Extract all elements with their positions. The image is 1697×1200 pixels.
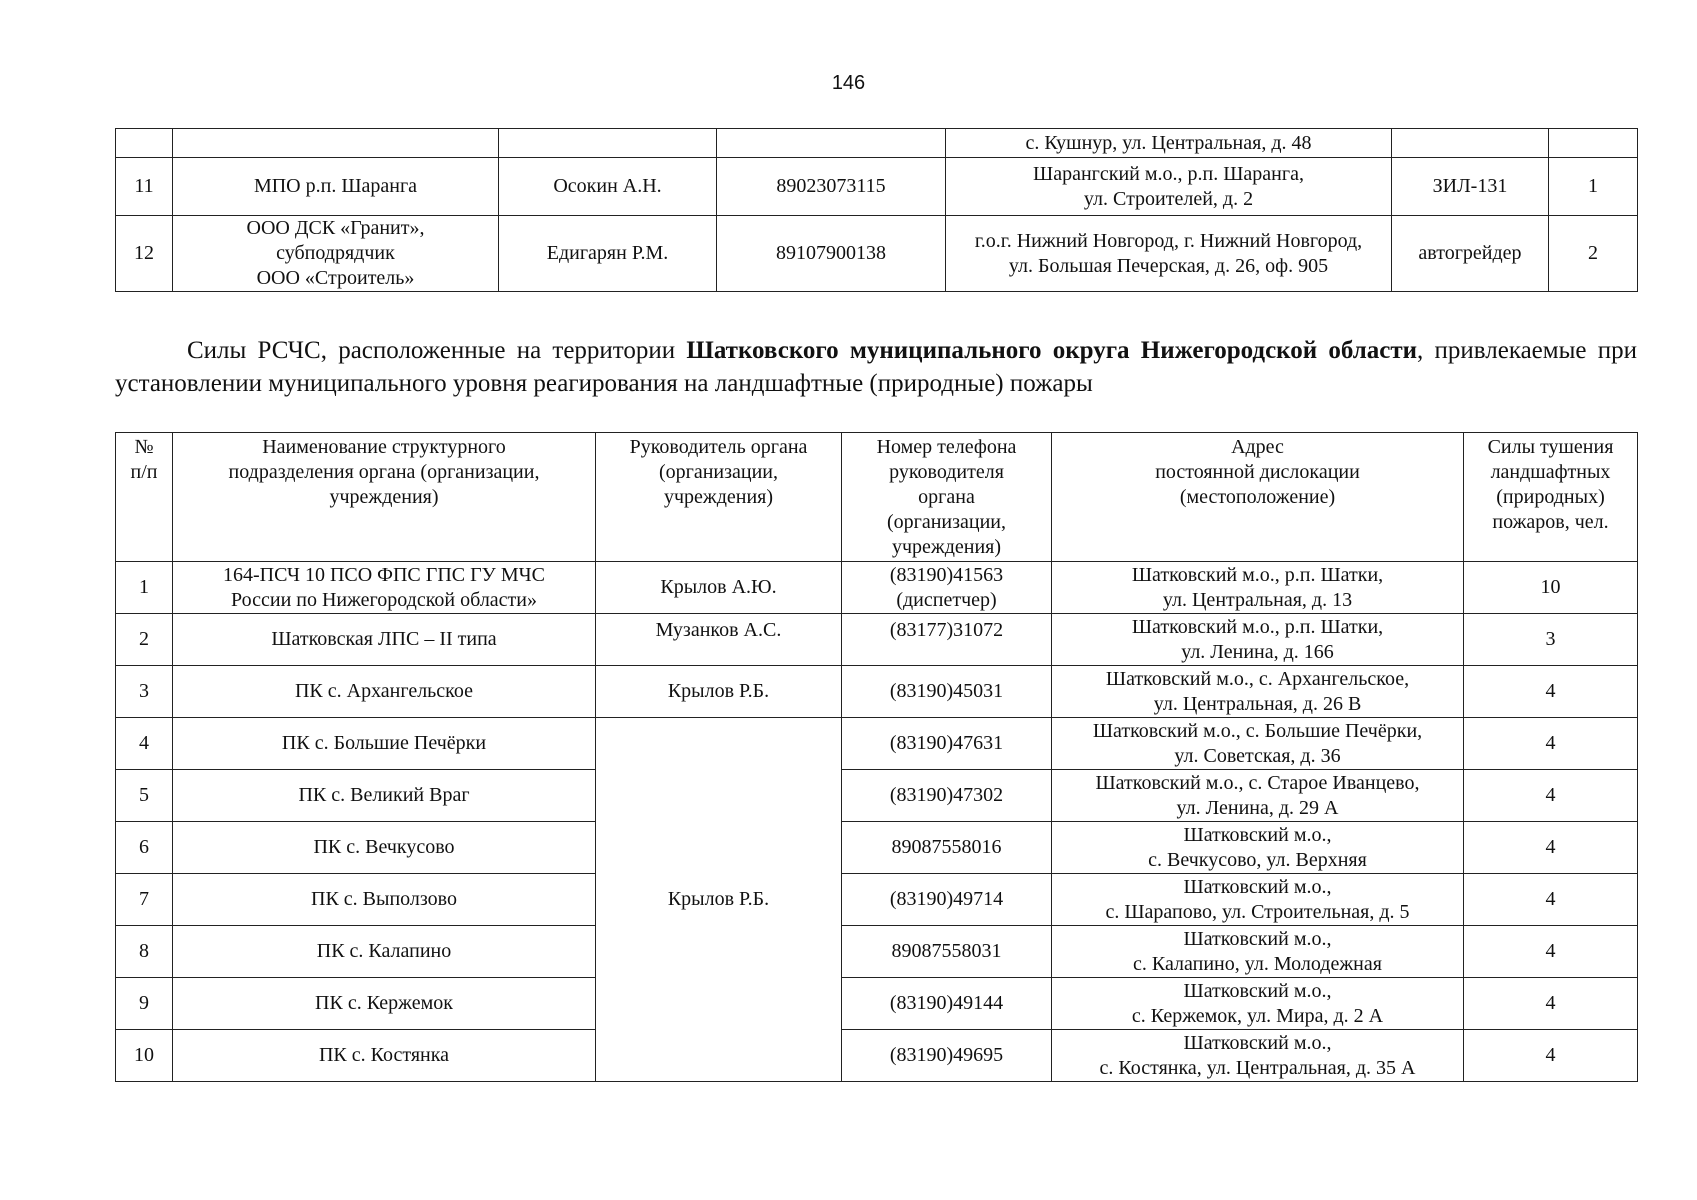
row-number: 8 — [116, 926, 173, 978]
text-line: Шатковский м.о., — [1183, 1031, 1332, 1054]
header-org — [173, 433, 596, 562]
text-line: Шатковский м.о., р.п. Шатки, — [1131, 615, 1384, 638]
text-line: (диспетчер) — [896, 588, 997, 611]
text-line: 164-ПСЧ 10 ПСО ФПС ГПС ГУ МЧС — [223, 563, 545, 586]
text-line: учреждения) — [891, 536, 1002, 558]
continued-table — [115, 128, 1638, 292]
fire-forces-count: 4 — [1464, 1030, 1638, 1082]
text-line: Номер телефона — [876, 436, 1017, 458]
text-line: ул. Советская, д. 36 — [1174, 744, 1341, 767]
row-number: 3 — [116, 666, 173, 718]
text-line: субподрядчик — [276, 242, 395, 264]
text-line: Шарангский м.о., р.п. Шаранга, — [1033, 162, 1304, 185]
table-row — [116, 216, 1638, 292]
phone-number — [842, 770, 1052, 822]
table-row — [116, 874, 1638, 926]
phone-number — [842, 718, 1052, 770]
table-row — [116, 978, 1638, 1030]
address — [1052, 822, 1464, 874]
table-row — [116, 926, 1638, 978]
phone-number — [717, 129, 946, 158]
row-number — [116, 129, 173, 158]
row-number: 12 — [116, 216, 173, 292]
org-name — [173, 978, 596, 1030]
text-line: Руководитель органа — [629, 436, 808, 458]
org-name — [173, 216, 499, 292]
phone-number — [842, 614, 1052, 666]
table-row — [116, 666, 1638, 718]
text-line: (83177)31072 — [889, 619, 1004, 641]
intro-text-bold: Шатковского муниципального округа Нижегородской области — [686, 337, 1418, 364]
text-line: МПО р.п. Шаранга — [253, 175, 418, 197]
head-name: Крылов А.Ю. — [596, 562, 842, 614]
text-line: ПК с. Великий Враг — [298, 784, 470, 806]
row-number: 6 — [116, 822, 173, 874]
text-line: Шатковский м.о., с. Архангельское, — [1105, 667, 1410, 690]
text-line: с. Шарапово, ул. Строительная, д. 5 — [1105, 900, 1410, 923]
table-row — [116, 1030, 1638, 1082]
text-line: ул. Большая Печерская, д. 26, оф. 905 — [1008, 254, 1329, 277]
text-line: Шатковский м.о., с. Старое Иванцево, — [1095, 771, 1420, 794]
head-name: Крылов Р.Б. — [596, 666, 842, 718]
address — [946, 129, 1392, 158]
text-line: ПК с. Выползово — [311, 888, 457, 910]
fire-forces-count: 10 — [1464, 562, 1638, 614]
org-name — [173, 614, 596, 666]
text-line: с. Кержемок, ул. Мира, д. 2 А — [1131, 1004, 1384, 1027]
text-line: ул. Центральная, д. 13 — [1162, 588, 1353, 611]
text-line: Наименование структурного — [262, 436, 506, 458]
table-row — [116, 158, 1638, 216]
header-forces — [1464, 433, 1638, 562]
text-line: Силы тушения — [1487, 436, 1614, 458]
org-name — [173, 718, 596, 770]
address — [1052, 926, 1464, 978]
text-line: (83190)45031 — [889, 680, 1004, 702]
fire-forces-count: 3 — [1464, 614, 1638, 666]
text-line: ул. Ленина, д. 29 А — [1176, 796, 1339, 819]
text-line: Шатковский м.о., — [1183, 927, 1332, 950]
text-line: 89087558016 — [891, 836, 1002, 858]
text-line: Адрес — [1231, 436, 1284, 458]
row-number: 7 — [116, 874, 173, 926]
row-number: 1 — [116, 562, 173, 614]
address — [1052, 874, 1464, 926]
row-number: 5 — [116, 770, 173, 822]
text-line: органа — [918, 486, 975, 508]
text-line: ПК с. Большие Печёрки — [281, 732, 487, 754]
phone-number — [842, 926, 1052, 978]
fire-forces-count: 4 — [1464, 874, 1638, 926]
text-line: России по Нижегородской области» — [230, 588, 537, 611]
text-line: ПК с. Архангельское — [294, 680, 474, 702]
text-line: (организации, — [658, 461, 779, 483]
text-line: ПК с. Кержемок — [315, 992, 453, 1014]
org-name — [173, 158, 499, 216]
address — [1052, 770, 1464, 822]
table-row — [116, 770, 1638, 822]
text-line: (83190)49714 — [889, 888, 1004, 910]
org-name — [173, 874, 596, 926]
text-line: (83190)47631 — [889, 732, 1004, 754]
table-row — [116, 562, 1638, 614]
text-line: Шатковская ЛПС – II типа — [271, 628, 497, 650]
address — [946, 158, 1392, 216]
text-line: с. Кушнур, ул. Центральная, д. 48 — [1025, 131, 1312, 154]
text-line: ул. Строителей, д. 2 — [1083, 187, 1254, 210]
count — [1549, 129, 1638, 158]
row-number: 4 — [116, 718, 173, 770]
text-line: Шатковский м.о., — [1183, 875, 1332, 898]
page-number: 146 — [831, 72, 866, 94]
phone-number: 89107900138 — [717, 216, 946, 292]
org-name — [173, 129, 499, 158]
equipment: ЗИЛ-131 — [1392, 158, 1549, 216]
text-line: Шатковский м.о., р.п. Шатки, — [1131, 563, 1384, 586]
forces-table-header-row — [116, 433, 1638, 562]
org-name — [173, 1030, 596, 1082]
text-line: постоянной дислокации — [1155, 461, 1360, 483]
row-number: 9 — [116, 978, 173, 1030]
phone-number — [842, 562, 1052, 614]
text-line: ООО «Строитель» — [256, 267, 415, 289]
fire-forces-count: 4 — [1464, 822, 1638, 874]
text-line: (организации, — [886, 511, 1007, 533]
head-name: Осокин А.Н. — [499, 158, 717, 216]
text-line: руководителя — [889, 461, 1004, 483]
table-row — [116, 614, 1638, 666]
count: 2 — [1549, 216, 1638, 292]
org-name — [173, 926, 596, 978]
row-number: 10 — [116, 1030, 173, 1082]
fire-forces-count: 4 — [1464, 926, 1638, 978]
fire-forces-count: 4 — [1464, 770, 1638, 822]
forces-table — [115, 432, 1638, 1082]
head-name — [499, 129, 717, 158]
text-line: пожаров, чел. — [1492, 511, 1609, 533]
phone-number — [842, 978, 1052, 1030]
text-line: (местоположение) — [1179, 486, 1336, 508]
text-line: (83190)49144 — [889, 992, 1004, 1014]
text-line: с. Костянка, ул. Центральная, д. 35 А — [1099, 1056, 1416, 1079]
phone-number — [842, 666, 1052, 718]
text-line: с. Вечкусово, ул. Верхняя — [1148, 848, 1367, 871]
equipment — [1392, 129, 1549, 158]
address — [1052, 562, 1464, 614]
header-address — [1052, 433, 1464, 562]
row-number: 2 — [116, 614, 173, 666]
row-number: 11 — [116, 158, 173, 216]
org-name — [173, 562, 596, 614]
head-name: Музанков А.С. — [596, 614, 842, 666]
text-line: Шатковский м.о., с. Большие Печёрки, — [1092, 719, 1423, 742]
continued-table-body — [116, 129, 1638, 292]
text-line: учреждения) — [329, 486, 439, 508]
text-line: ПК с. Костянка — [318, 1044, 450, 1066]
table-row — [116, 718, 1638, 770]
org-name — [173, 822, 596, 874]
org-name — [173, 770, 596, 822]
text-line: п/п — [130, 461, 158, 483]
table-row — [116, 822, 1638, 874]
address — [1052, 614, 1464, 666]
intro-text-start: Силы РСЧС, расположенные на территории — [187, 337, 687, 364]
text-line: (83190)47302 — [889, 784, 1004, 806]
head-name: Крылов Р.Б. — [596, 718, 842, 1082]
fire-forces-count: 4 — [1464, 978, 1638, 1030]
table-row — [116, 129, 1638, 158]
text-line: ПК с. Вечкусово — [313, 836, 455, 858]
text-line: подразделения органа (организации, — [228, 461, 540, 483]
address — [1052, 1030, 1464, 1082]
text-line: (83190)49695 — [889, 1044, 1004, 1066]
fire-forces-count: 4 — [1464, 718, 1638, 770]
text-line: ПК с. Калапино — [316, 940, 452, 962]
text-line: (83190)41563 — [889, 563, 1004, 586]
phone-number — [842, 874, 1052, 926]
count: 1 — [1549, 158, 1638, 216]
section-intro-paragraph — [115, 334, 1637, 400]
phone-number — [842, 822, 1052, 874]
address — [946, 216, 1392, 292]
text-line: № — [134, 436, 154, 458]
text-line: Шатковский м.о., — [1183, 823, 1332, 846]
org-name — [173, 666, 596, 718]
head-name: Едигарян Р.М. — [499, 216, 717, 292]
text-line: г.о.г. Нижний Новгород, г. Нижний Новгород, — [974, 229, 1363, 252]
header-head — [596, 433, 842, 562]
address — [1052, 666, 1464, 718]
phone-number: 89023073115 — [717, 158, 946, 216]
address — [1052, 718, 1464, 770]
text-line: с. Калапино, ул. Молодежная — [1133, 952, 1382, 975]
address — [1052, 978, 1464, 1030]
intro-text-end: , привлекаемые при установлении муниципального уровня реагирования на ландшафтные (природные) пожары — [115, 337, 1637, 397]
phone-number — [842, 1030, 1052, 1082]
text-line: 89087558031 — [891, 940, 1002, 962]
header-num — [116, 433, 173, 562]
text-line: ландшафтных — [1490, 461, 1611, 483]
text-line: учреждения) — [663, 486, 774, 508]
text-line: ул. Центральная, д. 26 В — [1153, 692, 1362, 715]
text-line: Шатковский м.о., — [1183, 979, 1332, 1002]
fire-forces-count: 4 — [1464, 666, 1638, 718]
text-line: ул. Ленина, д. 166 — [1181, 640, 1334, 663]
forces-table-body — [116, 562, 1638, 1082]
header-phone — [842, 433, 1052, 562]
text-line: ООО ДСК «Гранит», — [246, 217, 425, 239]
text-line: (природных) — [1496, 486, 1605, 508]
equipment: автогрейдер — [1392, 216, 1549, 292]
